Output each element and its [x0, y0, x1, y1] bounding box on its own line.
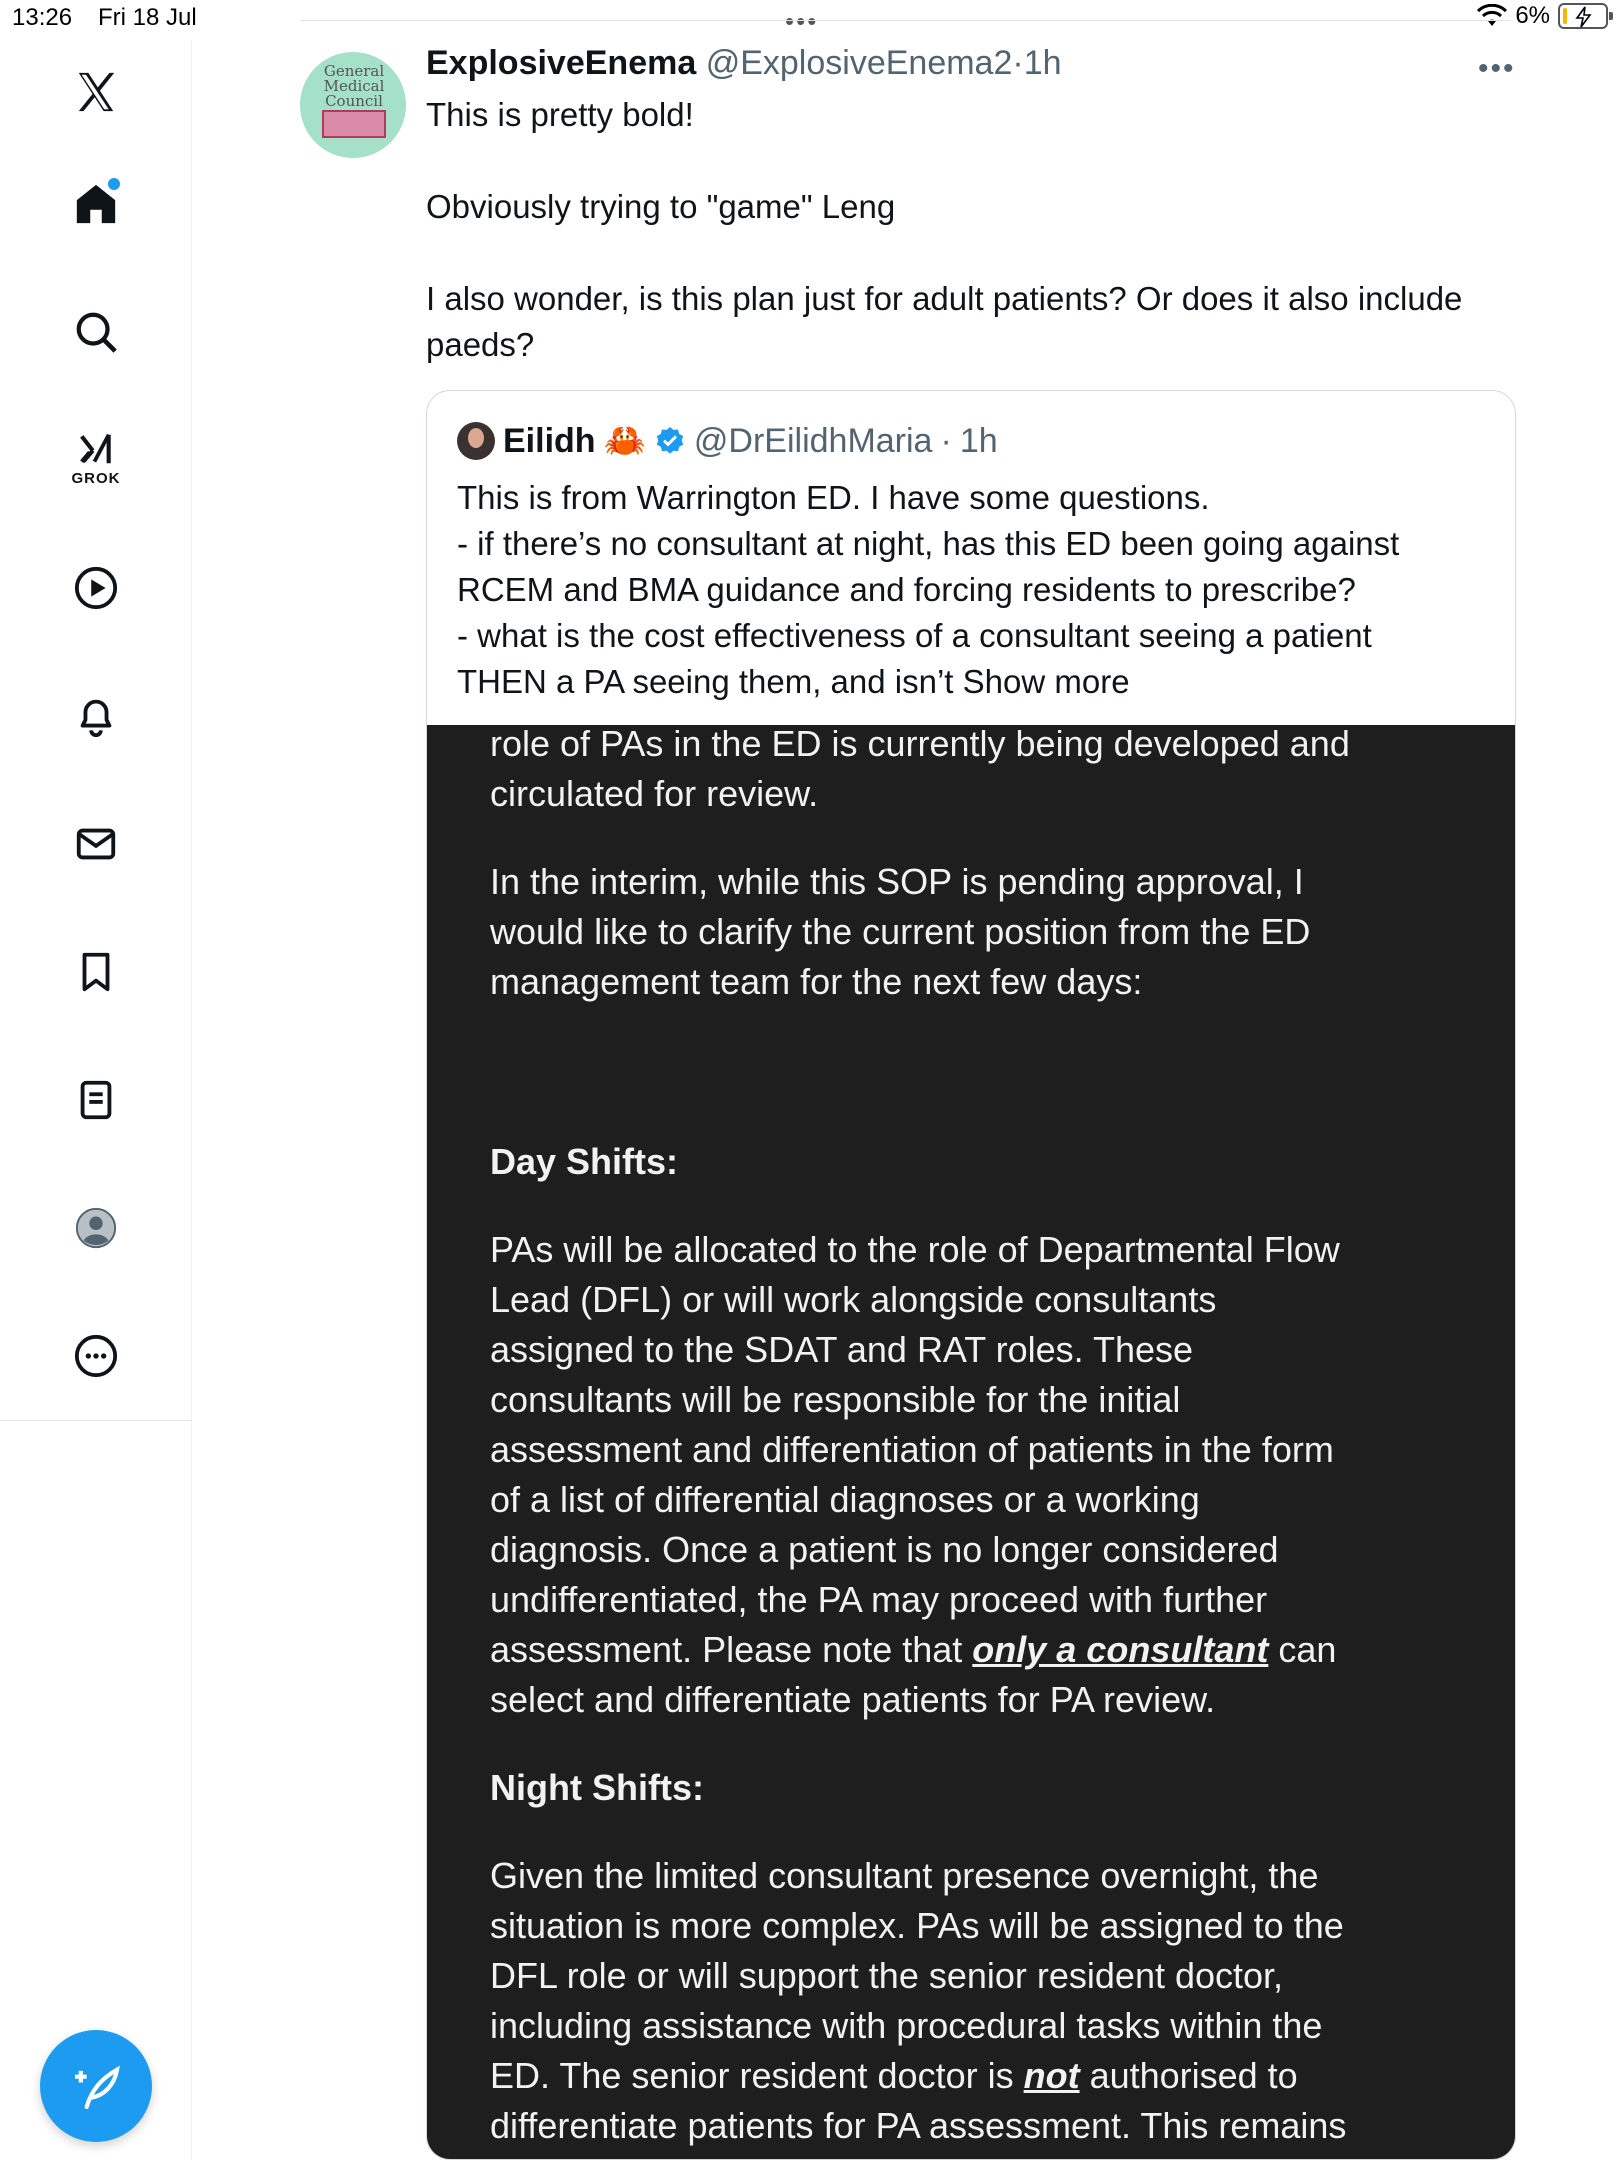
quote-text	[457, 475, 1487, 705]
profile-avatar-icon[interactable]	[62, 1194, 130, 1262]
multitasking-dots-icon[interactable]: •••	[785, 6, 819, 36]
grok-label: GROK	[71, 469, 121, 487]
battery-percent: 6%	[1515, 2, 1550, 29]
attached-document-image[interactable]	[427, 725, 1516, 2160]
quote-line: - if there’s no consultant at night, has this ED been going against	[457, 525, 1400, 562]
more-options-icon[interactable]	[62, 1322, 130, 1390]
lists-icon[interactable]	[62, 1066, 130, 1134]
quoted-tweet-card[interactable]	[426, 390, 1516, 2160]
quote-line: - what is the cost effectiveness of a consultant seeing a patient	[457, 617, 1372, 654]
quote-line: This is from Warrington ED. I have some questions.	[457, 479, 1210, 516]
sidebar-divider	[0, 1420, 192, 1421]
compose-feather-icon	[68, 2058, 124, 2114]
doc-night-paragraph: Given the limited consultant presence overnight, the situation is more complex. PAs will be assigned to the DFL role or will support the senior resident doctor, including assistance with procedural tasks within the ED. The senior resident doctor is not authorised to differentiate patients for PA assessment. This remains	[490, 1855, 1347, 2146]
doc-interim: In the interim, while this SOP is pending approval, I would like to clarify the current position from the ED management team for the next few days:	[490, 861, 1311, 1002]
crab-emoji: 🦀	[603, 422, 646, 460]
home-notification-dot	[108, 178, 120, 190]
battery-icon	[1558, 3, 1608, 29]
status-time: 13:26	[12, 4, 73, 31]
author-handle[interactable]: @ExplosiveEnema2	[705, 44, 1013, 82]
search-icon[interactable]	[62, 298, 130, 366]
wifi-icon	[1477, 4, 1507, 28]
emphasis-only-a-consultant: only a consultant	[972, 1629, 1269, 1670]
top-divider	[300, 20, 1510, 21]
doc-day-paragraph: PAs will be allocated to the role of Departmental Flow Lead (DFL) or will work alongside consultants assigned to the SDAT and RAT roles. These consultants will be responsible for the initial assessment and differentiation of patients in the form of a list of differential diagnoses or a working diagnosis. Once a patient is no longer considered undifferentiated, the PA may proceed with further assessment. Please note that only a consultant can select and differentiate patients for PA review.	[490, 1229, 1340, 1720]
quote-header	[457, 421, 998, 461]
quote-timestamp: 1h	[959, 421, 998, 460]
emphasis-not: not	[1023, 2055, 1080, 2096]
messages-envelope-icon[interactable]	[62, 810, 130, 878]
tweet-timestamp[interactable]: 1h	[1023, 44, 1062, 82]
home-icon[interactable]	[62, 170, 130, 238]
tweet-paragraph: paeds?	[426, 326, 535, 363]
quote-author-handle: @DrEilidhMaria	[693, 421, 933, 460]
author-name[interactable]: ExplosiveEnema	[426, 44, 697, 82]
grok-icon[interactable]	[62, 424, 130, 492]
doc-day-heading: Day Shifts:	[490, 1141, 679, 1182]
notifications-bell-icon[interactable]	[62, 682, 130, 750]
avatar-image	[322, 110, 386, 138]
quote-author-avatar	[457, 422, 495, 460]
quote-line: RCEM and BMA guidance and forcing residents to prescribe?	[457, 571, 1356, 608]
status-indicators	[1477, 2, 1608, 30]
quote-author-name: Eilidh	[503, 421, 596, 460]
tweet-more-icon[interactable]: •••	[1478, 52, 1516, 85]
sidebar	[0, 40, 192, 2160]
header-separator: ·	[1012, 44, 1024, 82]
compose-post-button[interactable]	[40, 2030, 152, 2142]
tweet-header	[426, 44, 1062, 83]
show-more-link[interactable]: Show more	[962, 663, 1130, 700]
tweet-paragraph: I also wonder, is this plan just for adult patients? Or does it also include	[426, 280, 1463, 317]
status-date: Fri 18 Jul	[98, 4, 197, 31]
avatar-text: General Medical Council	[323, 62, 385, 110]
author-avatar[interactable]	[300, 52, 406, 158]
quote-line-last: THEN a PA seeing them, and isn’t Show more	[457, 663, 1130, 700]
quote-separator: ·	[940, 421, 952, 460]
bookmark-icon[interactable]	[62, 938, 130, 1006]
verified-badge-icon	[654, 425, 686, 457]
doc-night-heading: Night Shifts:	[490, 1767, 704, 1808]
tweet-paragraph: This is pretty bold!	[426, 96, 694, 133]
doc-intro: role of PAs in the ED is currently being developed and circulated for review.	[490, 723, 1350, 814]
video-play-icon[interactable]	[62, 554, 130, 622]
tweet-text	[426, 92, 1526, 368]
tweet-paragraph: Obviously trying to "game" Leng	[426, 188, 896, 225]
x-logo-icon[interactable]	[62, 58, 130, 126]
